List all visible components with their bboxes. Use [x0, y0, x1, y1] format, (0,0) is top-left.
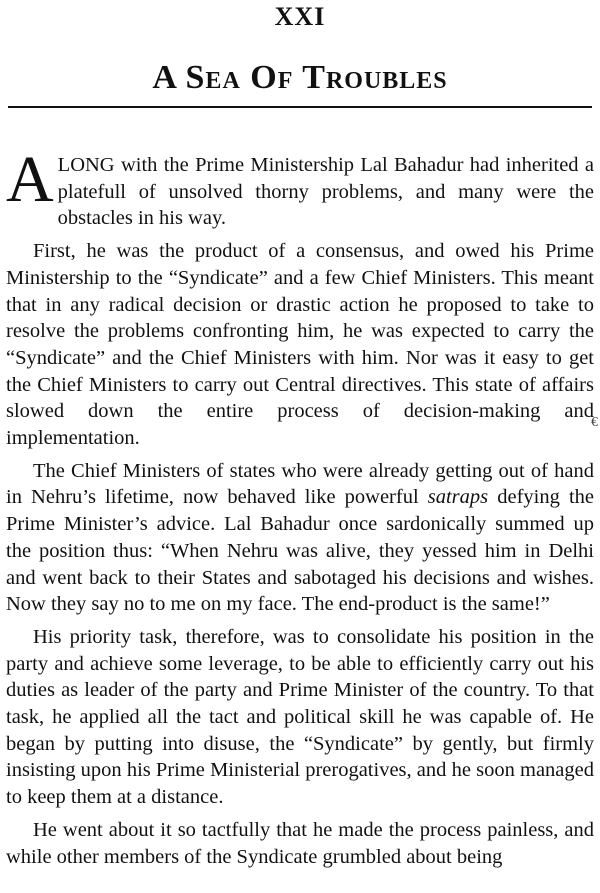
chapter-title: A Sea Of Troubles [152, 59, 448, 96]
drop-cap: A [6, 143, 54, 216]
title-rule [8, 106, 592, 108]
paragraph-3-after: defying the Prime Minister’s advice. Lal Bahadur once sardonically summed up the position thus: “When Nehru was alive, they yessed him in Delhi and went back to their States and sabotaged his decisions and wishes. Now they say no to me on my face. The end-product is the same!” [6, 486, 594, 616]
paragraph-4: His priority task, therefore, was to consolidate his position in the party and achieve some leverage, to be able to efficiently carry out his duties as leader of the party and Prime Minister of the country. To that task, he applied all the tact and political skill he was capable of. He began by putting into disuse, the “Syndicate” by gently, but firmly insisting upon his Prime Ministerial prerogatives, and he soon managed to keep them at a distance. [6, 625, 594, 809]
paragraph-1-text: with the Prime Ministership Lal Bahadur had inherited a platefull of unsolved thorny problems, and many were the obstacles in his way. [57, 154, 594, 230]
chapter-number: XXI [274, 2, 326, 31]
chapter-body [6, 143, 594, 876]
paragraph-1 [6, 143, 594, 232]
italic-satraps: satraps [427, 486, 489, 509]
paragraph-2: First, he was the product of a consensus, and owed his Prime Ministership to the “Syndicate” and a few Chief Ministers. This meant that in any radical decision or drastic action he proposed to take to resolve the problems confronting him, he was expected to carry the “Syndicate” and the Chief Ministers with him. Nor was it easy to get the Chief Ministers to carry out Central directives. This state of affairs slowed down the entire process of decision-making and implementation. [6, 240, 594, 450]
margin-mark: € [591, 415, 598, 430]
paragraph-5: He went about it so tactfully that he made the process painless, and while other members of the Syndicate grumbled about being [6, 818, 594, 868]
lead-word: LONG [57, 154, 115, 176]
paragraph-3-before: The Chief Ministers of states who were already getting out of hand in Nehru’s lifetime, now behaved like powerful [6, 459, 594, 509]
paragraph-3 [6, 458, 594, 618]
